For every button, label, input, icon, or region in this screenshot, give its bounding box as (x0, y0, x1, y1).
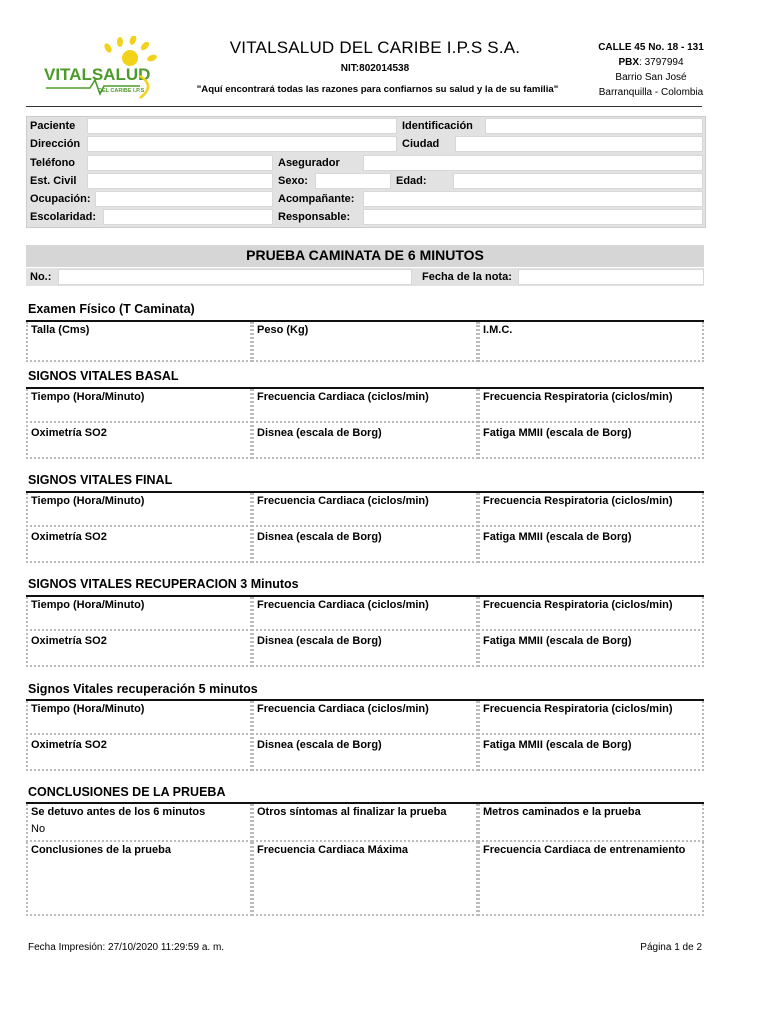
grid-row (26, 804, 704, 842)
direccion-field[interactable] (87, 136, 397, 152)
pbx-line (578, 55, 724, 70)
section-title-final: SIGNOS VITALES FINAL (28, 473, 173, 487)
ciudad-label: Ciudad (399, 135, 705, 153)
address-city: Barranquilla - Colombia (598, 87, 704, 98)
disnea-cell[interactable]: Disnea (escala de Borg) (252, 737, 478, 771)
disnea-cell[interactable]: Disnea (escala de Borg) (252, 425, 478, 459)
final-grid (26, 491, 704, 565)
fc-maxima-cell[interactable]: Frecuencia Cardiaca Máxima (252, 842, 478, 916)
est-civil-label: Est. Civil (27, 172, 275, 190)
grid-row (26, 737, 704, 773)
section-title-conclusiones: CONCLUSIONES DE LA PRUEBA (28, 785, 226, 799)
section-title-rec3: SIGNOS VITALES RECUPERACION 3 Minutos (28, 577, 299, 591)
telefono-field[interactable] (87, 155, 273, 171)
company-name: VITALSALUD DEL CARIBE I.P.S S.A. (229, 38, 521, 57)
ocupacion-field[interactable] (95, 191, 273, 207)
print-date: Fecha Impresión: 27/10/2020 11:29:59 a. m. (28, 942, 225, 953)
se-detuvo-cell[interactable] (26, 804, 252, 842)
rec5-grid (26, 699, 704, 773)
edad-field[interactable] (453, 173, 703, 189)
conclusiones-grid (26, 802, 704, 918)
frecuencia-respiratoria-cell[interactable]: Frecuencia Respiratoria (ciclos/min) (478, 493, 704, 527)
asegurador-field[interactable] (363, 155, 703, 171)
no-label: No.: (30, 271, 52, 283)
pbx-label: PBX (618, 57, 640, 68)
frecuencia-cardiaca-cell[interactable]: Frecuencia Cardiaca (ciclos/min) (252, 493, 478, 527)
tiempo-cell[interactable]: Tiempo (Hora/Minuto) (26, 597, 252, 631)
se-detuvo-value: No (31, 823, 46, 835)
company-nit: NIT:802014538 (340, 63, 410, 74)
fc-entrenamiento-cell[interactable]: Frecuencia Cardiaca de entrenamiento (478, 842, 704, 916)
patient-info-grid (26, 116, 706, 228)
fecha-nota-field[interactable] (518, 269, 704, 285)
rec3-grid (26, 595, 704, 669)
conclusiones-cell[interactable]: Conclusiones de la prueba (26, 842, 252, 916)
grid-row (26, 633, 704, 669)
talla-cell[interactable]: Talla (Cms) (26, 322, 252, 362)
frecuencia-respiratoria-cell[interactable]: Frecuencia Respiratoria (ciclos/min) (478, 701, 704, 735)
company-slogan: "Aquí encontrará todas las razones para confiarnos su salud y la de su familia" (196, 84, 559, 95)
otros-sintomas-cell[interactable]: Otros síntomas al finalizar la prueba (252, 804, 478, 842)
grid-row (26, 529, 704, 565)
company-address (578, 40, 724, 100)
fatiga-cell[interactable]: Fatiga MMII (escala de Borg) (478, 633, 704, 667)
est-civil-field[interactable] (87, 173, 273, 189)
patient-row (27, 190, 705, 208)
fatiga-cell[interactable]: Fatiga MMII (escala de Borg) (478, 425, 704, 459)
identificacion-label: Identificación (399, 117, 705, 135)
page-number: Página 1 de 2 (640, 942, 702, 953)
responsable-field[interactable] (363, 209, 703, 225)
disnea-cell[interactable]: Disnea (escala de Borg) (252, 633, 478, 667)
oximetria-cell[interactable]: Oximetría SO2 (26, 529, 252, 563)
frecuencia-cardiaca-cell[interactable]: Frecuencia Cardiaca (ciclos/min) (252, 389, 478, 423)
frecuencia-respiratoria-cell[interactable]: Frecuencia Respiratoria (ciclos/min) (478, 597, 704, 631)
section-title-basal: SIGNOS VITALES BASAL (28, 369, 179, 383)
sexo-field[interactable] (315, 173, 391, 189)
ciudad-field[interactable] (455, 136, 703, 152)
ocupacion-label: Ocupación: (27, 190, 275, 208)
escolaridad-field[interactable] (103, 209, 273, 225)
sexo-label: Sexo: (275, 172, 393, 190)
patient-row (27, 172, 705, 190)
telefono-label: Teléfono (27, 154, 275, 172)
acompanante-label: Acompañante: (275, 190, 705, 208)
grid-row (26, 425, 704, 461)
grid-row (26, 322, 704, 362)
direccion-label: Dirección (27, 135, 399, 153)
header-divider (26, 106, 702, 107)
responsable-label: Responsable: (275, 208, 705, 226)
form-title: PRUEBA CAMINATA DE 6 MINUTOS (246, 247, 484, 263)
section-title-rec5: Signos Vitales recuperación 5 minutos (28, 682, 258, 696)
disnea-cell[interactable]: Disnea (escala de Borg) (252, 529, 478, 563)
patient-row (27, 154, 705, 172)
section-title-examen: Examen Físico (T Caminata) (28, 302, 195, 316)
peso-cell[interactable]: Peso (Kg) (252, 322, 478, 362)
metros-caminados-cell[interactable]: Metros caminados e la prueba (478, 804, 704, 842)
company-logo (40, 36, 170, 106)
paciente-label: Paciente (27, 117, 399, 135)
acompanante-field[interactable] (363, 191, 703, 207)
grid-row (26, 389, 704, 425)
identificacion-field[interactable] (485, 118, 703, 134)
tiempo-cell[interactable]: Tiempo (Hora/Minuto) (26, 701, 252, 735)
frecuencia-respiratoria-cell[interactable]: Frecuencia Respiratoria (ciclos/min) (478, 389, 704, 423)
fecha-nota-label: Fecha de la nota: (422, 271, 512, 283)
imc-cell[interactable]: I.M.C. (478, 322, 704, 362)
frecuencia-cardiaca-cell[interactable]: Frecuencia Cardiaca (ciclos/min) (252, 597, 478, 631)
se-detuvo-label: Se detuvo antes de los 6 minutos (31, 806, 206, 818)
paciente-field[interactable] (87, 118, 397, 134)
oximetria-cell[interactable]: Oximetría SO2 (26, 633, 252, 667)
fatiga-cell[interactable]: Fatiga MMII (escala de Borg) (478, 737, 704, 771)
edad-label: Edad: (393, 172, 705, 190)
fatiga-cell[interactable]: Fatiga MMII (escala de Borg) (478, 529, 704, 563)
patient-row (27, 208, 705, 226)
logo-text: VITALSALUD (44, 65, 151, 84)
logo-subtext: DEL CARIBE I.P.S (98, 88, 145, 94)
tiempo-cell[interactable]: Tiempo (Hora/Minuto) (26, 389, 252, 423)
logo-sun-icon (103, 36, 158, 66)
escolaridad-label: Escolaridad: (27, 208, 275, 226)
tiempo-cell[interactable]: Tiempo (Hora/Minuto) (26, 493, 252, 527)
no-field[interactable] (58, 269, 412, 285)
frecuencia-cardiaca-cell[interactable]: Frecuencia Cardiaca (ciclos/min) (252, 701, 478, 735)
grid-row (26, 597, 704, 633)
oximetria-cell[interactable]: Oximetría SO2 (26, 737, 252, 771)
patient-row (27, 135, 705, 153)
grid-row (26, 493, 704, 529)
address-neighborhood: Barrio San José (615, 72, 687, 83)
pbx-value: : 3797994 (639, 57, 684, 68)
grid-row (26, 701, 704, 737)
asegurador-label: Asegurador (275, 154, 705, 172)
grid-row (26, 842, 704, 918)
patient-row (27, 117, 705, 135)
examen-grid (26, 320, 704, 362)
basal-grid (26, 387, 704, 461)
oximetria-cell[interactable]: Oximetría SO2 (26, 425, 252, 459)
address-line: CALLE 45 No. 18 - 131 (598, 42, 704, 53)
